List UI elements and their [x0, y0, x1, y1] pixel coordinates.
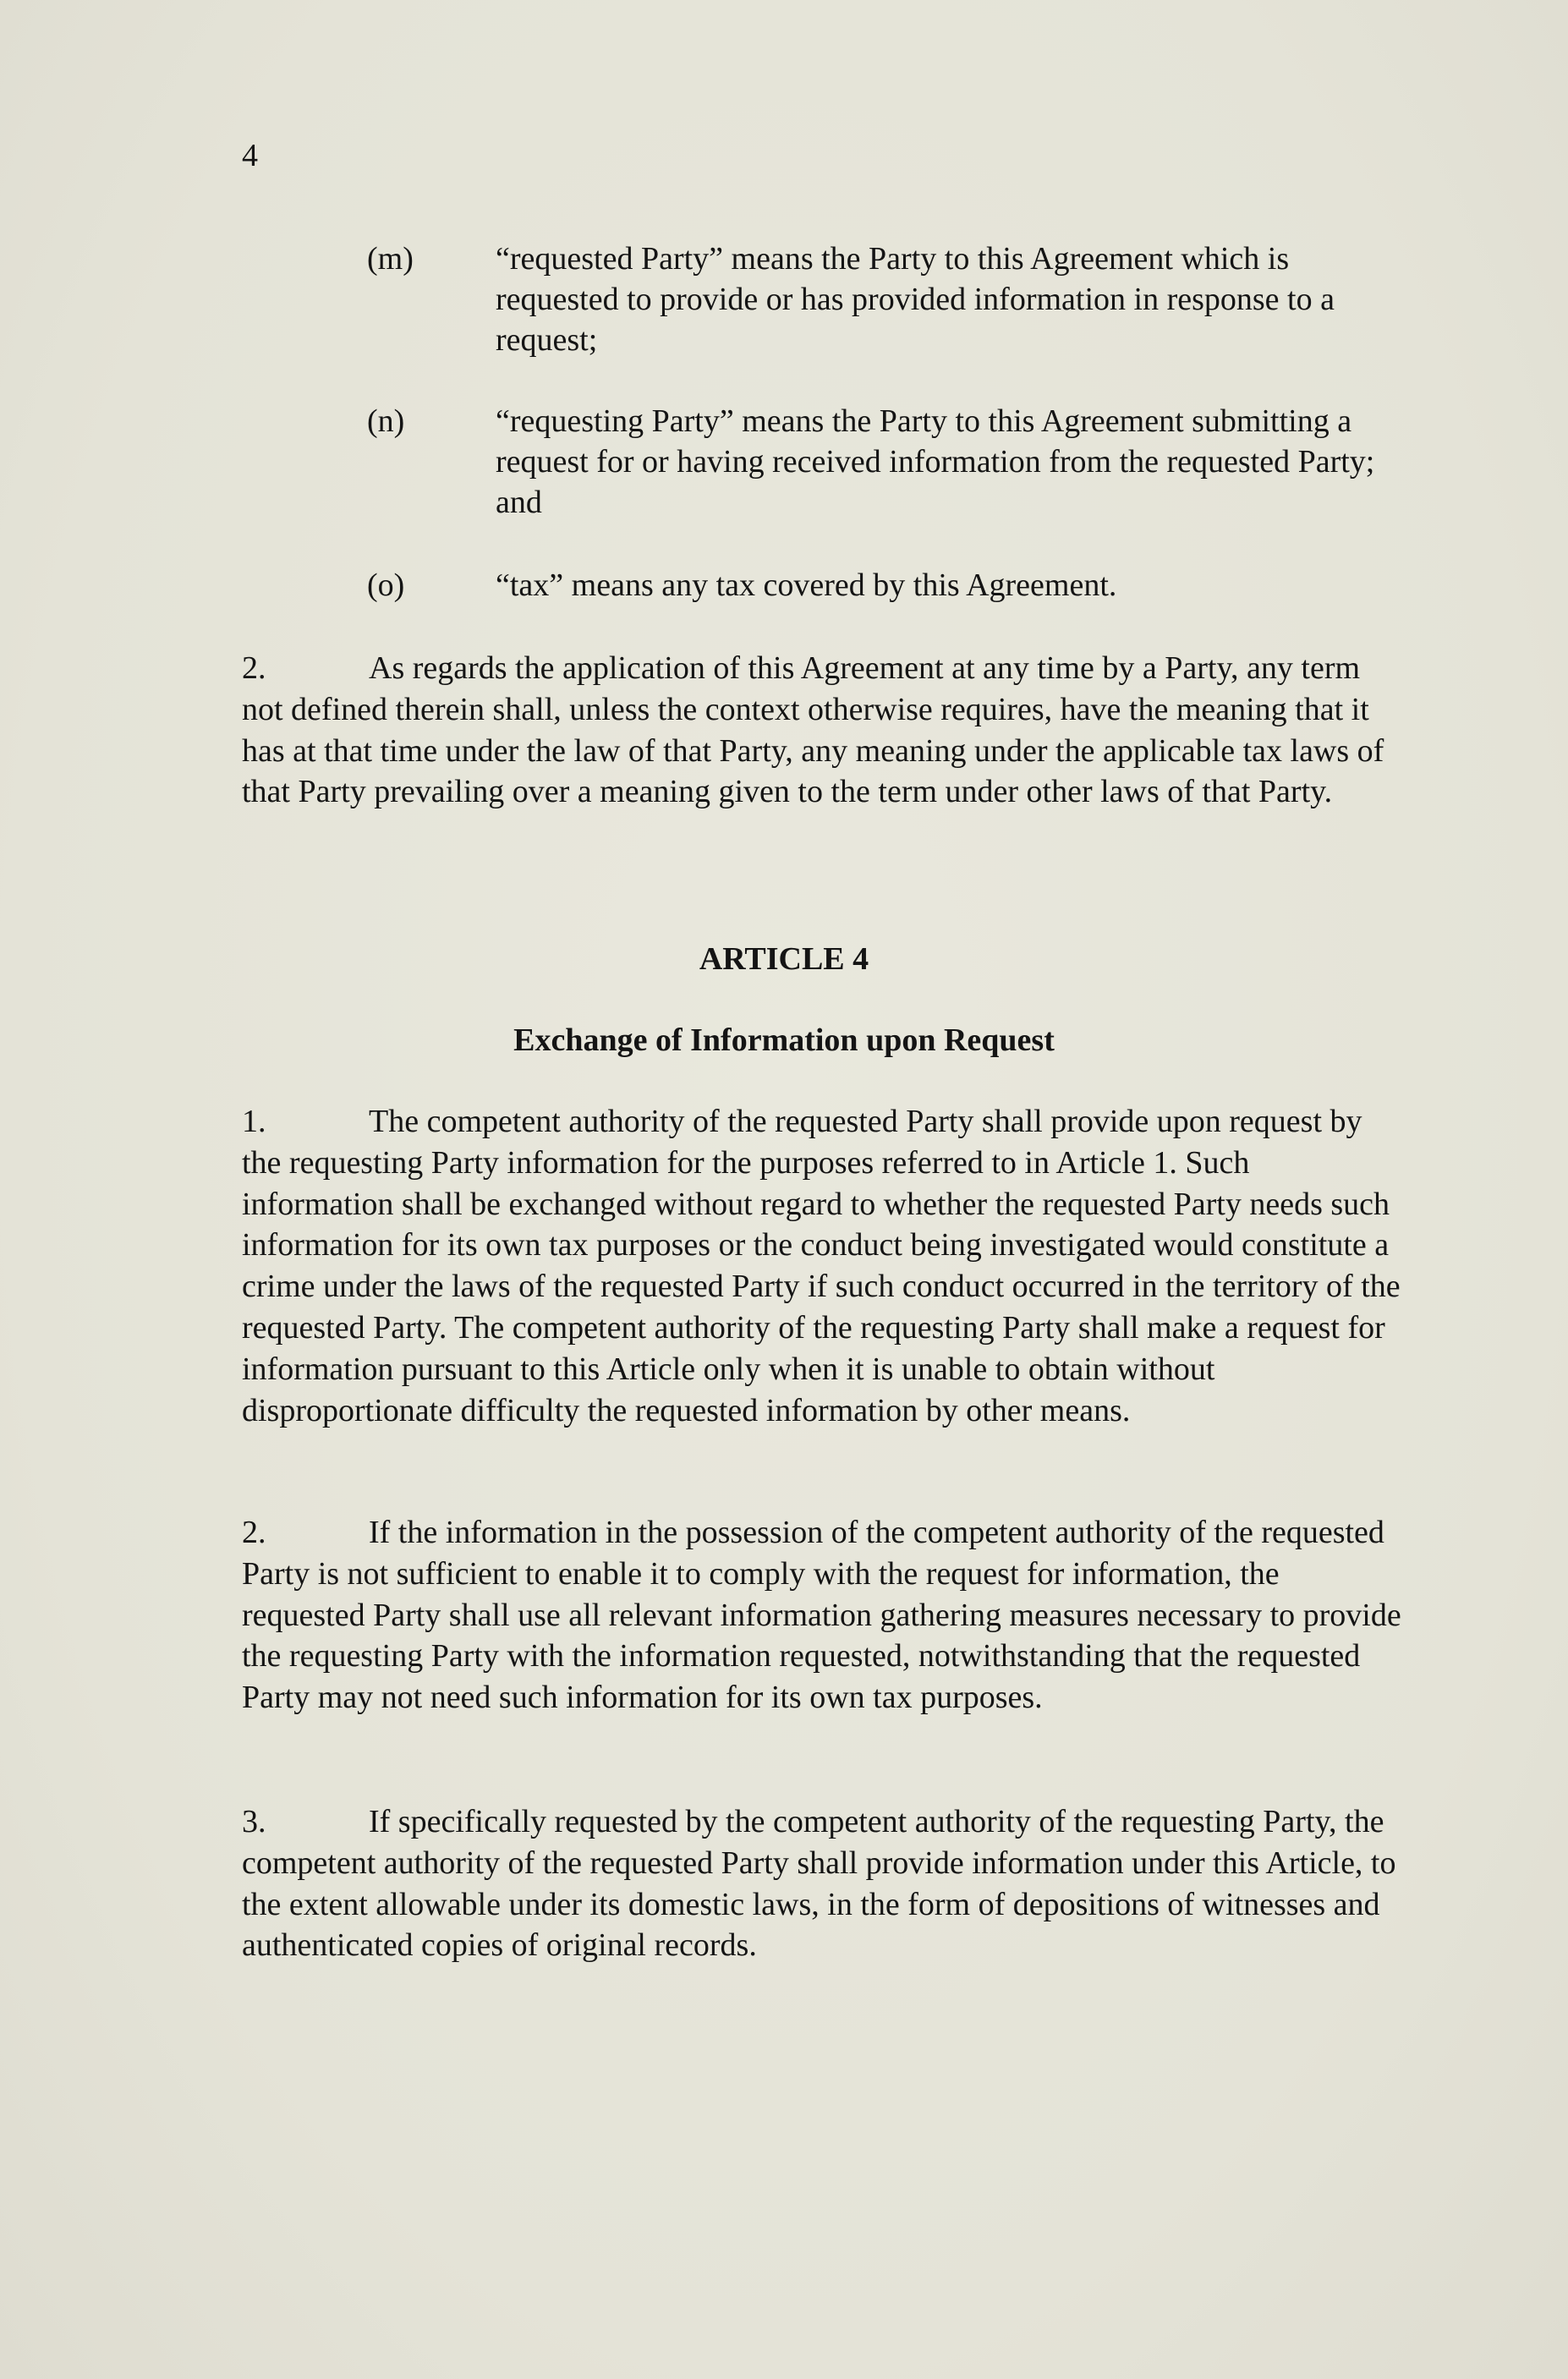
definition-label: (o) [367, 567, 405, 603]
article-paragraph-1 [242, 1101, 1409, 1431]
definition-text: “requesting Party” means the Party to this Agreement submitting a request for or having received information from the requested Party; and [496, 403, 1375, 520]
article-paragraph-2 [242, 1512, 1409, 1718]
article-paragraph-3 [242, 1801, 1409, 1966]
definition-label: (n) [367, 403, 405, 439]
paragraph-2-definitions [242, 648, 1409, 813]
definition-text: “tax” means any tax covered by this Agreement. [496, 567, 1117, 603]
definition-text: “requested Party” means the Party to this Agreement which is requested to provide or has provided information in response to a request; [496, 241, 1335, 358]
paragraph-text: If the information in the possession of the competent authority of the requested Party is not sufficient to enable it to comply with the request for information, the requested Party shall use all relevant information gathering measures necessary to provide the requesting Party with the information requested, notwithstanding that the requested Party may not need such information for its own tax purposes. [242, 1515, 1401, 1716]
article-title: ARTICLE 4 [699, 941, 869, 977]
page-number: 4 [242, 138, 258, 173]
paragraph-text: As regards the application of this Agreement at any time by a Party, any term not defined therein shall, unless the context otherwise requires, have the meaning that it has at that time under the law of that Party, any meaning under the applicable tax laws of that Party prevailing over a meaning given to the term under other laws of that Party. [242, 650, 1384, 810]
paragraph-number: 2. [242, 650, 266, 686]
paragraph-text: If specifically requested by the competent authority of the requesting Party, the competent authority of the requested Party shall provide information under this Article, to the extent allowable under its domestic laws, in the form of depositions of witnesses and authenticated copies of original records. [242, 1804, 1396, 1964]
article-subtitle: Exchange of Information upon Request [513, 1022, 1055, 1058]
paragraph-number: 2. [242, 1515, 266, 1550]
definition-label: (m) [367, 241, 414, 277]
paragraph-text: The competent authority of the requested Party shall provide upon request by the requesting Party information for the purposes referred to in Article 1. Such information shall be exchanged without regard to whether the requested Party needs such information for its own tax purposes or the conduct being investigated would constitute a crime under the laws of the requested Party if such conduct occurred in the territory of the requested Party. The competent authority of the requesting Party shall make a request for information pursuant to this Article only when it is unable to obtain without disproportionate difficulty the requested information by other means. [242, 1104, 1401, 1428]
paragraph-number: 1. [242, 1104, 266, 1139]
paragraph-number: 3. [242, 1804, 266, 1839]
